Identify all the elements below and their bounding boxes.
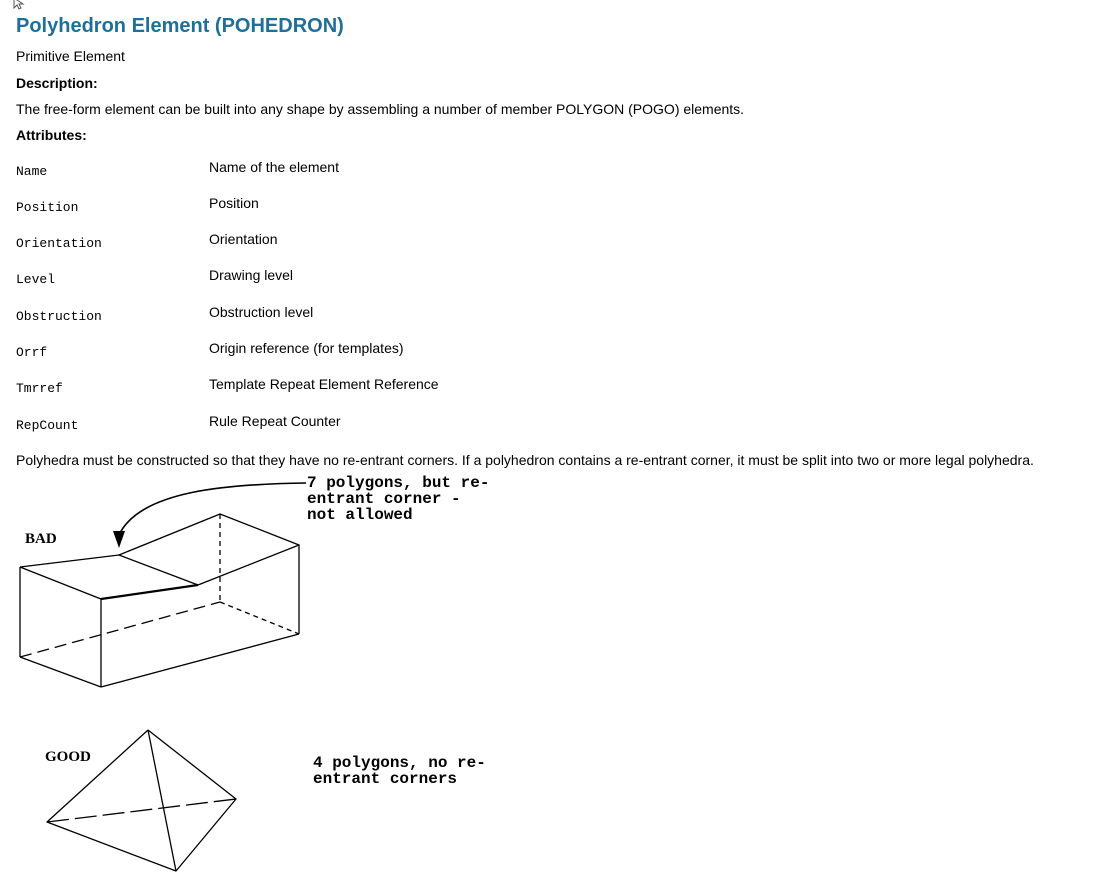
attribute-name: Orrf	[16, 345, 48, 360]
callout-arrow	[113, 483, 306, 548]
bad-note-line-1: 7 polygons, but re-	[307, 474, 490, 492]
attribute-description: Template Repeat Element Reference	[209, 376, 439, 392]
page-title: Polyhedron Element (POHEDRON)	[16, 15, 344, 37]
good-note-line-2: entrant corners	[313, 770, 458, 788]
description-text: The free-form element can be built into any shape by assembling a number of member POLYGON (POGO) elements.	[16, 101, 745, 117]
attribute-description: Position	[209, 195, 259, 211]
attribute-name: Tmrref	[16, 381, 63, 396]
attribute-name: Orientation	[16, 236, 102, 251]
description-heading: Description:	[16, 75, 98, 91]
good-note-line-1: 4 polygons, no re-	[313, 754, 486, 772]
attribute-name: Level	[16, 272, 56, 287]
bad-note-line-2: entrant corner -	[307, 490, 461, 508]
attribute-name: Name	[16, 164, 48, 179]
attribute-description: Origin reference (for templates)	[209, 340, 404, 356]
attribute-description: Rule Repeat Counter	[209, 413, 341, 429]
attribute-name: Position	[16, 200, 79, 215]
element-type: Primitive Element	[16, 48, 125, 64]
attributes-heading: Attributes:	[16, 127, 87, 143]
bad-label: BAD	[25, 531, 57, 547]
re-entrant-note: Polyhedra must be constructed so that they have no re-entrant corners. If a polyhedron contains a re-entrant corner, it must be split into two or more legal polyhedra.	[16, 452, 1034, 468]
attribute-description: Drawing level	[209, 267, 294, 283]
good-label: GOOD	[45, 749, 91, 765]
attribute-name: RepCount	[16, 418, 79, 433]
attribute-name: Obstruction	[16, 309, 102, 324]
bad-polyhedron-drawing	[20, 514, 299, 687]
attribute-description: Name of the element	[209, 159, 339, 175]
bad-note-line-3: not allowed	[307, 506, 413, 524]
attribute-description: Obstruction level	[209, 304, 314, 320]
attribute-description: Orientation	[209, 231, 278, 247]
